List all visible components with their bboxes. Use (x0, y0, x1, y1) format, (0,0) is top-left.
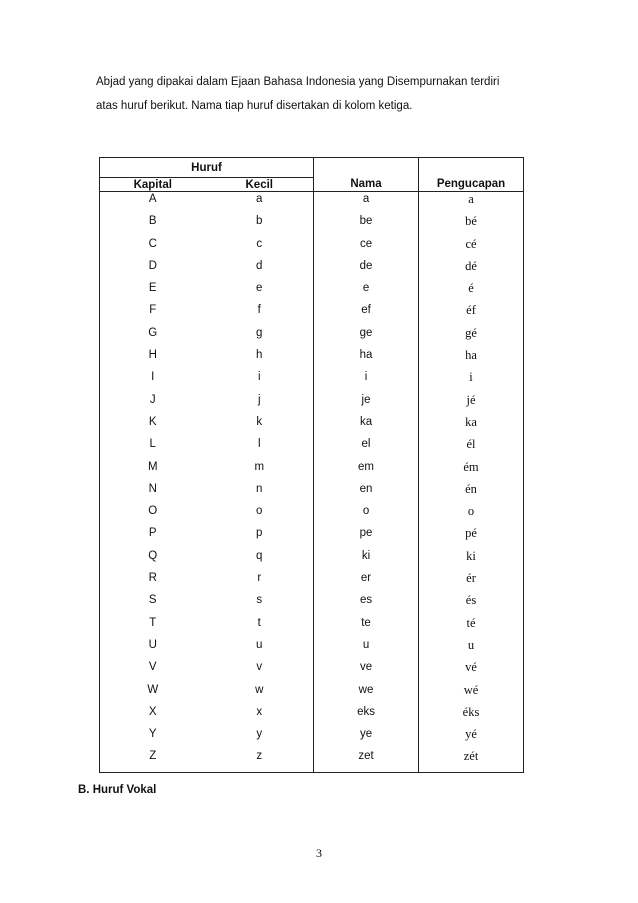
cell-nama: el (314, 437, 419, 459)
cell-kapital: O (100, 504, 206, 526)
cell-kecil: b (256, 215, 263, 228)
cell-nama: ve (314, 660, 419, 682)
cell-pengucapan: o (419, 504, 524, 526)
cell-kapital: C (100, 237, 206, 259)
cell-kapital: V (100, 660, 206, 682)
cell-nama: we (314, 683, 419, 705)
table-row (100, 214, 524, 236)
cell-kecil: w (255, 683, 264, 696)
table-row (100, 437, 524, 459)
cell-kapital: W (100, 683, 206, 705)
cell-nama: i (314, 370, 419, 392)
cell-kapital: X (100, 705, 206, 727)
header-pengucapan: Pengucapan (419, 158, 524, 192)
cell-nama: pe (314, 526, 419, 548)
cell-kecil: g (256, 326, 263, 339)
cell-pengucapan: én (419, 482, 524, 504)
cell-kecil: i (257, 371, 261, 384)
cell-kecil: z (206, 749, 314, 772)
cell-pengucapan: i (419, 370, 524, 392)
cell-nama: a (314, 192, 419, 215)
cell-pengucapan: bé (419, 214, 524, 236)
cell-kapital: A (100, 192, 206, 215)
cell-kapital: Z (100, 749, 206, 772)
cell-kapital: S (100, 593, 206, 615)
table-row (100, 571, 524, 593)
cell-kecil: c (256, 237, 263, 250)
header-kecil: Kecil (206, 178, 314, 192)
cell-nama: o (314, 504, 419, 526)
cell-nama: es (314, 593, 419, 615)
cell-nama: ka (314, 415, 419, 437)
section-heading-huruf-vokal: B. Huruf Vokal (78, 784, 157, 796)
cell-nama: e (314, 281, 419, 303)
table-row (100, 660, 524, 682)
cell-kapital: E (100, 281, 206, 303)
cell-pengucapan: él (419, 437, 524, 459)
cell-kapital: T (100, 616, 206, 638)
cell-kecil: y (256, 728, 263, 741)
cell-pengucapan: éf (419, 303, 524, 325)
cell-kecil: p (256, 527, 263, 540)
intro-line-1: Abjad yang dipakai dalam Ejaan Bahasa Indonesia yang Disempurnakan terdiri (96, 76, 500, 88)
cell-nama: ha (314, 348, 419, 370)
cell-kecil: h (256, 349, 263, 362)
cell-pengucapan: é (419, 281, 524, 303)
cell-nama: ye (314, 727, 419, 749)
cell-kapital: I (100, 370, 206, 392)
intro-paragraph (96, 70, 576, 118)
table-row (100, 705, 524, 727)
alphabet-table-container (99, 157, 523, 773)
table-row (100, 259, 524, 281)
cell-pengucapan: ki (419, 549, 524, 571)
page-number: 3 (316, 846, 322, 860)
cell-kapital: M (100, 460, 206, 482)
table-row (100, 192, 524, 215)
alphabet-table (99, 157, 524, 773)
table-row (100, 281, 524, 303)
cell-kapital: G (100, 326, 206, 348)
table-row (100, 460, 524, 482)
cell-kecil: r (257, 572, 262, 585)
cell-kecil: s (256, 594, 263, 607)
cell-kecil: e (256, 282, 263, 295)
cell-kapital: U (100, 638, 206, 660)
cell-pengucapan: éks (419, 705, 524, 727)
cell-kecil: a (256, 193, 263, 205)
cell-nama: eks (314, 705, 419, 727)
table-row (100, 326, 524, 348)
cell-nama: u (314, 638, 419, 660)
cell-pengucapan: cé (419, 237, 524, 259)
cell-kapital: R (100, 571, 206, 593)
cell-kapital: D (100, 259, 206, 281)
table-row (100, 616, 524, 638)
cell-kecil: t (257, 616, 261, 629)
cell-pengucapan: vé (419, 660, 524, 682)
cell-pengucapan: u (419, 638, 524, 660)
cell-pengucapan: ha (419, 348, 524, 370)
cell-pengucapan: a (419, 192, 524, 215)
cell-pengucapan: té (419, 616, 524, 638)
cell-pengucapan: dé (419, 259, 524, 281)
table-row (100, 727, 524, 749)
cell-kecil: x (256, 705, 263, 718)
cell-kecil: o (256, 505, 263, 518)
cell-kapital: K (100, 415, 206, 437)
cell-pengucapan: és (419, 593, 524, 615)
table-row (100, 749, 524, 772)
table-row (100, 482, 524, 504)
table-row (100, 593, 524, 615)
table-row (100, 237, 524, 259)
cell-nama: be (314, 214, 419, 236)
cell-kapital: P (100, 526, 206, 548)
cell-pengucapan: jé (419, 393, 524, 415)
cell-kapital: F (100, 303, 206, 325)
cell-kapital: Q (100, 549, 206, 571)
table-row (100, 393, 524, 415)
cell-nama: ef (314, 303, 419, 325)
cell-kecil: q (256, 549, 263, 562)
alphabet-table-body (100, 192, 524, 773)
cell-kecil: d (256, 259, 263, 272)
table-row (100, 683, 524, 705)
table-row (100, 504, 524, 526)
cell-kecil: u (256, 638, 263, 651)
table-row (100, 415, 524, 437)
cell-nama: ki (314, 549, 419, 571)
table-row (100, 549, 524, 571)
cell-kapital: J (100, 393, 206, 415)
table-row (100, 638, 524, 660)
cell-kapital: Y (100, 727, 206, 749)
cell-pengucapan: yé (419, 727, 524, 749)
cell-nama: de (314, 259, 419, 281)
cell-kecil: f (257, 304, 261, 317)
table-row (100, 370, 524, 392)
cell-nama: ge (314, 326, 419, 348)
intro-line-2: atas huruf berikut. Nama tiap huruf disertakan di kolom ketiga. (96, 100, 413, 112)
cell-kecil: n (256, 482, 263, 495)
cell-nama: em (314, 460, 419, 482)
cell-kecil: l (257, 438, 261, 451)
cell-nama: en (314, 482, 419, 504)
cell-kapital: B (100, 214, 206, 236)
cell-pengucapan: pé (419, 526, 524, 548)
cell-kecil: k (256, 415, 263, 428)
cell-nama: zet (314, 749, 419, 772)
cell-kecil: v (256, 661, 263, 674)
cell-pengucapan: ér (419, 571, 524, 593)
cell-kapital: N (100, 482, 206, 504)
table-row (100, 303, 524, 325)
cell-nama: ce (314, 237, 419, 259)
header-huruf: Huruf (100, 158, 314, 178)
cell-pengucapan: zét (419, 749, 524, 772)
table-row (100, 526, 524, 548)
cell-kecil: j (257, 393, 261, 406)
header-kapital: Kapital (100, 178, 206, 192)
cell-kapital: H (100, 348, 206, 370)
cell-kapital: L (100, 437, 206, 459)
header-nama: Nama (314, 158, 419, 192)
cell-pengucapan: ka (419, 415, 524, 437)
cell-kecil: m (254, 460, 265, 473)
cell-pengucapan: gé (419, 326, 524, 348)
cell-nama: te (314, 616, 419, 638)
table-row (100, 348, 524, 370)
cell-pengucapan: ém (419, 460, 524, 482)
cell-nama: er (314, 571, 419, 593)
cell-pengucapan: wé (419, 683, 524, 705)
cell-nama: je (314, 393, 419, 415)
